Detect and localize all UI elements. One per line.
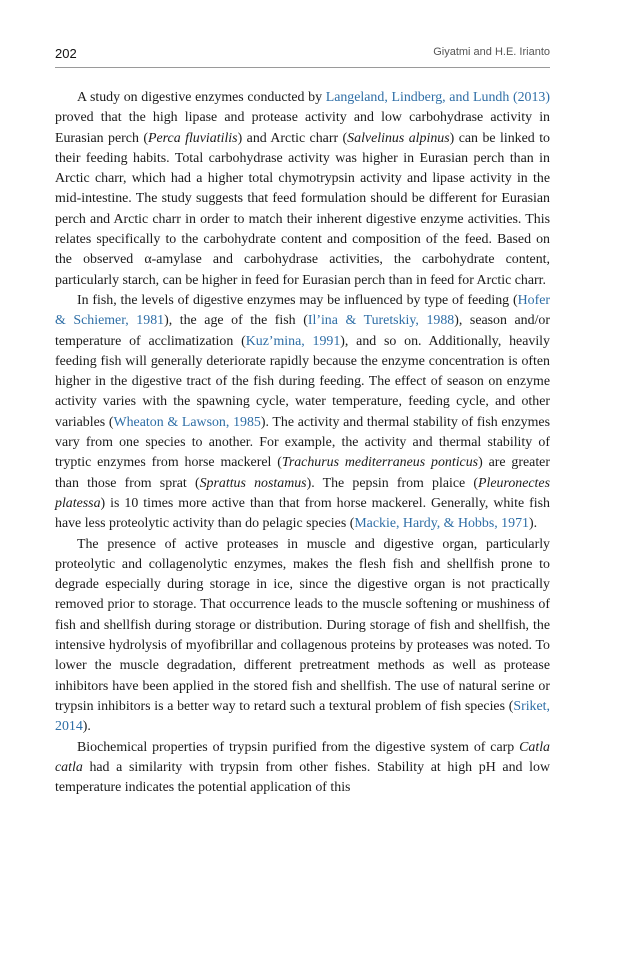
text-run: ). The activity and thermal stability of fish enzymes vary from one species to another. For example, the activity and thermal stability of tryptic enzymes from horse mackerel ( [55,414,551,471]
text-run: A study on digestive enzymes conducted by [77,90,326,105]
running-header [55,46,550,66]
text-run: ) and Arctic charr ( [237,130,348,146]
text-run: Biochemical properties of trypsin purified from the digestive system of carp [77,739,520,755]
citation-link[interactable]: Langeland, Lindberg, and Lundh (2013) [325,90,550,105]
running-title: Giyatmi and H.E. Irianto [433,46,550,58]
text-run: ) is 10 times more active than that from horse mackerel. Generally, white fish have less proteolytic activity than do pelagic species ( [55,495,550,532]
citation-link[interactable]: Sriket, 2014 [55,698,550,735]
text-run: ). [82,719,91,735]
species-name: Catla catla [55,739,550,775]
citation-link[interactable]: Il’ina & Turetskiy, 1988 [307,313,455,329]
text-run: proved that the high lipase and protease activity and low carbohydrase activity in Eurasian perch ( [55,110,550,146]
species-name: Pleuronectes platessa [55,475,550,511]
species-name: Salvelinus alpinus [347,130,450,146]
paragraph-2 [55,291,550,535]
species-name: Trachurus mediterraneus ponticus [281,455,479,471]
text-run: In fish, the levels of digestive enzymes may be influenced by type of feeding ( [77,292,518,308]
paragraph-3 [55,535,550,738]
paragraph-4 [55,738,550,799]
page-number: 202 [55,46,77,61]
text-run: The presence of active proteases in muscle and digestive organ, particularly proteolytic and collagenolytic enzymes, makes the flesh fish and shellfish prone to degrade especially during storage in ice, since the digestive organ is not practically removed prior to storage. That occurrence leads to the muscle softening or mushiness of fish and shellfish during storage or distribution. During storage of fish and shellfish, the intensive hydrolysis of myofibrillar and collagenous proteins by proteases was noted. To lower the muscle degradation, different pretreatment methods as well as protease inhibitors have been applied in the stored fish and shellfish. The use of natural serine or trypsin inhibitors is a better way to retard such a textural problem of fish species ( [55,536,550,714]
text-run: ), the age of the fish ( [164,313,308,329]
text-run: ), and so on. Additionally, heavily feeding fish will generally deteriorate rapidly because the enzyme concentration is often higher in the digestive tract of the fish during feeding. The effect of season on enzyme activity varies with the spawning cycle, water temperature, feeding cycle, and other variables ( [55,333,550,430]
text-run: ). [528,516,538,532]
species-name: Sprattus nostamus [199,475,307,491]
header-rule [55,67,550,68]
text-run: ) are greater than those from sprat ( [55,455,550,491]
citation-link[interactable]: Kuz’mina, 1991 [245,333,341,349]
text-run: ) can be linked to their feeding habits. Total carbohydrase activity was higher in Eurasian perch than in Arctic charr, which had a higher total chymotrypsin activity and lipase activity in the mid-intestine. The study suggests that feed formulation should be different for Eurasian perch and Arctic charr in order to match their inherent digestive enzyme activities. This relates specifically to the carbohydrate content and composition of the feed. Based on the observed α-amylase and carbohydrase activities, the carbohydrate content, particularly starch, can be higher in feed for Eurasian perch than in feed for Arctic charr. [55,130,550,288]
text-run: had a similarity with trypsin from other fishes. Stability at high pH and low temperature indicates the potential application of this [55,759,550,796]
citation-link[interactable]: Mackie, Hardy, & Hobbs, 1971 [354,516,529,532]
citation-link[interactable]: Wheaton & Lawson, 1985 [113,414,261,430]
text-run: ). The pepsin from plaice ( [306,475,478,491]
body-text [55,88,550,798]
paragraph-1 [55,88,550,291]
species-name: Perca fluviatilis [147,130,238,146]
text-run: ), season and/or temperature of acclimatization ( [55,313,550,349]
citation-link[interactable]: Hofer & Schiemer, 1981 [55,292,550,329]
